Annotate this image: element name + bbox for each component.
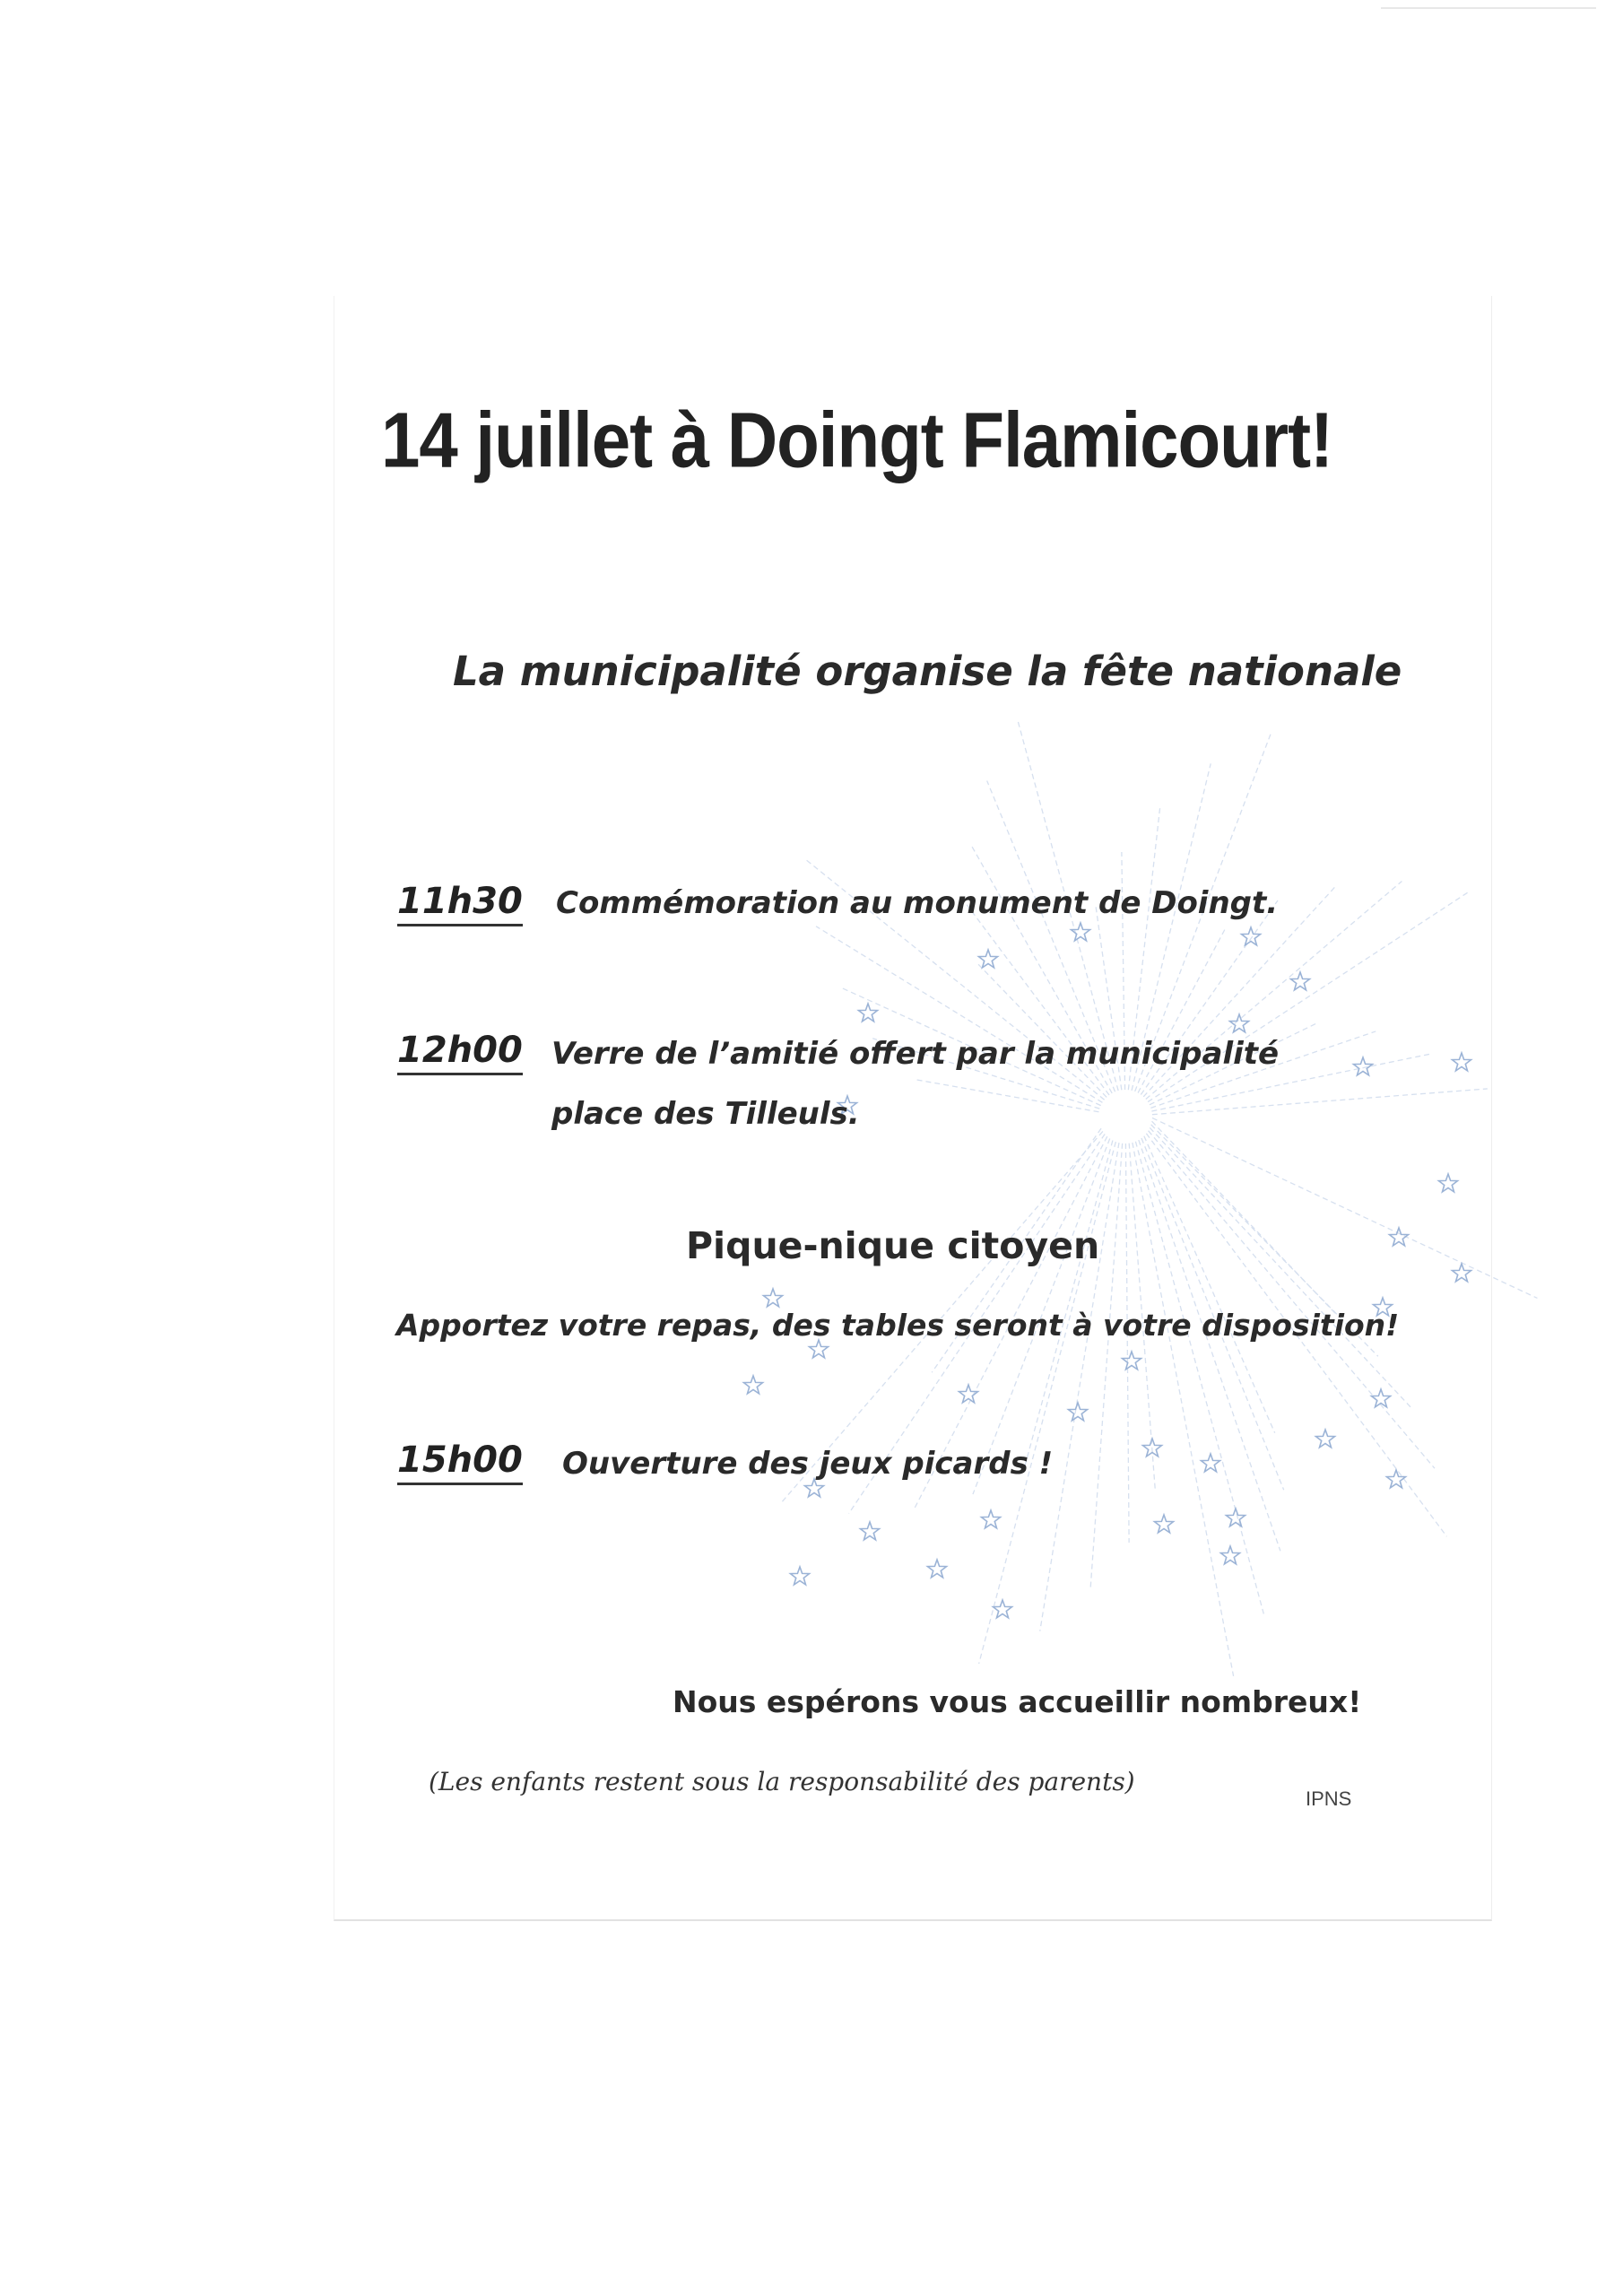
ipns-mark: IPNS	[1306, 1787, 1352, 1810]
schedule-time-1: 11h30	[397, 881, 523, 926]
parental-note: (Les enfants restent sous la responsabilité des parents)	[429, 1767, 1135, 1796]
schedule-time-2: 12h00	[397, 1030, 523, 1075]
schedule-time-3: 15h00	[397, 1439, 523, 1485]
poster-title: 14 juillet à Doingt Flamicourt!	[381, 396, 1333, 484]
flyer-sheet	[334, 296, 1492, 1921]
schedule-desc-1: Commémoration au monument de Doingt.	[556, 885, 1279, 921]
scan-edge-mark	[1381, 7, 1596, 9]
schedule-desc-2-line1: Verre de l’amitié offert par la municipalité	[551, 1036, 1280, 1072]
picnic-text: Apportez votre repas, des tables seront à votre disposition!	[396, 1308, 1400, 1343]
schedule-desc-3: Ouverture des jeux picards !	[562, 1446, 1054, 1482]
picnic-heading: Pique-nique citoyen	[686, 1224, 1100, 1267]
schedule-desc-2-line2: place des Tilleuls.	[551, 1096, 860, 1132]
closing-message: Nous espérons vous accueillir nombreux!	[673, 1684, 1362, 1719]
poster-subtitle: La municipalité organise la fête nationale	[453, 648, 1402, 695]
